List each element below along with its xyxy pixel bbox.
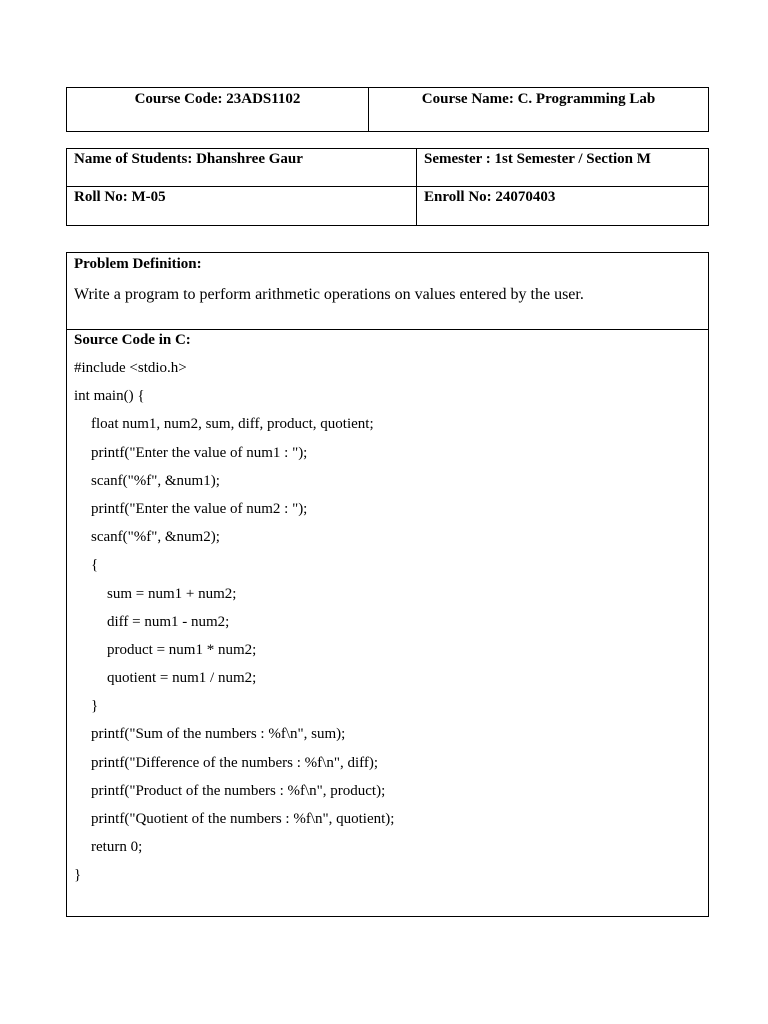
course-name-cell	[369, 88, 709, 132]
code-line: printf("Enter the value of num2 : ");	[91, 500, 308, 517]
code-line: scanf("%f", &num2);	[91, 529, 220, 546]
code-line: printf("Quotient of the numbers : %f\n", quotient);	[91, 811, 395, 827]
course-code-cell	[67, 88, 369, 132]
code-line: return 0;	[91, 839, 143, 856]
source-heading: Source Code in C:	[74, 332, 191, 348]
code-line: }	[74, 867, 82, 884]
problem-table	[66, 252, 709, 917]
student-name: Name of Students: Dhanshree Gaur	[74, 151, 303, 167]
source-code	[74, 354, 708, 890]
code-line: #include <stdio.h>	[74, 360, 187, 376]
code-line: diff = num1 - num2;	[107, 613, 230, 630]
code-line: scanf("%f", &num1);	[91, 472, 220, 489]
semester-cell	[417, 149, 709, 187]
code-line: printf("Enter the value of num1 : ");	[91, 444, 308, 461]
student-name-cell	[67, 149, 417, 187]
code-line: quotient = num1 / num2;	[107, 670, 257, 687]
semester: Semester : 1st Semester / Section M	[424, 151, 651, 167]
enroll-no-cell	[417, 187, 709, 226]
code-line: int main() {	[74, 388, 145, 405]
source-cell	[67, 330, 709, 917]
student-table	[66, 148, 709, 226]
code-line: product = num1 * num2;	[107, 641, 257, 658]
problem-text: Write a program to perform arithmetic operations on values entered by the user.	[74, 286, 584, 303]
code-line: float num1, num2, sum, diff, product, quotient;	[91, 416, 374, 433]
roll-no-cell	[67, 187, 417, 226]
problem-heading: Problem Definition:	[74, 256, 202, 272]
course-table	[66, 87, 709, 132]
code-line: {	[91, 557, 99, 574]
code-line: sum = num1 + num2;	[107, 585, 237, 602]
code-line: printf("Sum of the numbers : %f\n", sum);	[91, 726, 346, 743]
code-line: printf("Difference of the numbers : %f\n", diff);	[91, 754, 379, 771]
problem-cell	[67, 253, 709, 330]
code-line: }	[91, 698, 99, 715]
roll-no: Roll No: M-05	[74, 189, 166, 205]
code-line: printf("Product of the numbers : %f\n", product);	[91, 782, 386, 799]
enroll-no: Enroll No: 24070403	[424, 189, 556, 205]
course-code: Course Code: 23ADS1102	[134, 91, 301, 107]
course-name: Course Name: C. Programming Lab	[421, 91, 656, 107]
